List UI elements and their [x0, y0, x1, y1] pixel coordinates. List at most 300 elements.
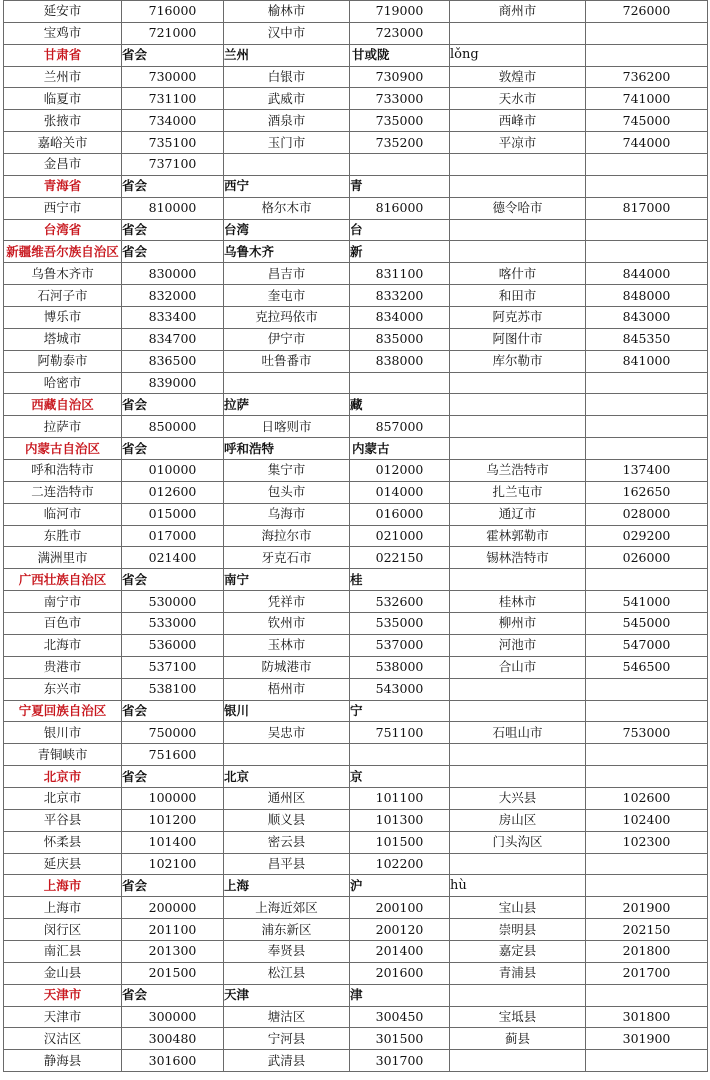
province-name: 甘肃省	[4, 44, 122, 66]
postal-code: 736200	[586, 66, 708, 88]
postal-code: 016000	[350, 503, 450, 525]
city-name: 大兴县	[450, 787, 586, 809]
postal-code: 816000	[350, 197, 450, 219]
postal-code: 102100	[122, 853, 224, 875]
postal-code: 015000	[122, 503, 224, 525]
postal-code	[350, 372, 450, 394]
postal-data-row	[4, 940, 708, 962]
postal-code	[586, 1050, 708, 1072]
postal-code: 022150	[350, 547, 450, 569]
city-name: 张掖市	[4, 110, 122, 132]
city-name: 西峰市	[450, 110, 586, 132]
city-name: 牙克石市	[224, 547, 350, 569]
city-name	[450, 372, 586, 394]
postal-code	[586, 416, 708, 438]
postal-code: 101200	[122, 809, 224, 831]
city-name: 上海近郊区	[224, 897, 350, 919]
city-name: 青浦县	[450, 962, 586, 984]
city-name: 二连浩特市	[4, 481, 122, 503]
city-name: 天津市	[4, 1006, 122, 1028]
postal-code: 029200	[586, 525, 708, 547]
city-name	[450, 744, 586, 766]
postal-code: 101300	[350, 809, 450, 831]
postal-code: 719000	[350, 1, 450, 23]
city-name	[224, 154, 350, 176]
postal-data-row	[4, 197, 708, 219]
empty-cell	[586, 219, 708, 241]
postal-data-row	[4, 372, 708, 394]
postal-code: 839000	[122, 372, 224, 394]
postal-data-row	[4, 350, 708, 372]
postal-code: 200000	[122, 897, 224, 919]
postal-code: 831100	[350, 263, 450, 285]
postal-code	[586, 22, 708, 44]
province-abbreviation: 桂	[350, 569, 450, 591]
abbreviation-pinyin	[450, 219, 586, 241]
postal-data-row	[4, 962, 708, 984]
postal-data-row	[4, 853, 708, 875]
city-name: 平谷县	[4, 809, 122, 831]
postal-code	[586, 744, 708, 766]
province-header-row	[4, 766, 708, 788]
city-name: 日喀则市	[224, 416, 350, 438]
postal-data-row	[4, 110, 708, 132]
postal-data-row	[4, 416, 708, 438]
capital-name: 西宁	[224, 175, 350, 197]
postal-code: 102200	[350, 853, 450, 875]
city-name: 银川市	[4, 722, 122, 744]
empty-cell	[586, 569, 708, 591]
city-name: 平凉市	[450, 132, 586, 154]
province-header-row	[4, 700, 708, 722]
city-name: 顺义县	[224, 809, 350, 831]
postal-code: 835000	[350, 328, 450, 350]
city-name: 石咀山市	[450, 722, 586, 744]
postal-code-table-body	[4, 1, 708, 1072]
empty-cell	[586, 875, 708, 897]
postal-code: 735200	[350, 132, 450, 154]
city-name: 拉萨市	[4, 416, 122, 438]
capital-name: 乌鲁木齐	[224, 241, 350, 263]
city-name: 玉林市	[224, 634, 350, 656]
abbreviation-pinyin	[450, 438, 586, 460]
city-name: 和田市	[450, 285, 586, 307]
province-name: 宁夏回族自治区	[4, 700, 122, 722]
postal-code: 017000	[122, 525, 224, 547]
city-name: 松江县	[224, 962, 350, 984]
province-header-row	[4, 219, 708, 241]
postal-code: 845350	[586, 328, 708, 350]
postal-code: 201700	[586, 962, 708, 984]
postal-code: 541000	[586, 591, 708, 613]
city-name: 石河子市	[4, 285, 122, 307]
abbreviation-pinyin: hù	[450, 875, 586, 897]
province-name: 北京市	[4, 766, 122, 788]
postal-code	[586, 154, 708, 176]
city-name: 桂林市	[450, 591, 586, 613]
province-name: 台湾省	[4, 219, 122, 241]
postal-code: 834700	[122, 328, 224, 350]
city-name: 霍林郭勒市	[450, 525, 586, 547]
postal-code: 753000	[586, 722, 708, 744]
city-name: 通州区	[224, 787, 350, 809]
abbreviation-pinyin	[450, 766, 586, 788]
city-name: 静海县	[4, 1050, 122, 1072]
capital-label: 省会	[122, 438, 224, 460]
postal-code: 734000	[122, 110, 224, 132]
postal-code: 810000	[122, 197, 224, 219]
city-name: 房山区	[450, 809, 586, 831]
postal-code	[586, 853, 708, 875]
postal-data-row	[4, 722, 708, 744]
city-name: 商州市	[450, 1, 586, 23]
capital-label: 省会	[122, 984, 224, 1006]
postal-data-row	[4, 66, 708, 88]
city-name: 吐鲁番市	[224, 350, 350, 372]
postal-code: 841000	[586, 350, 708, 372]
city-name: 南宁市	[4, 591, 122, 613]
postal-code: 836500	[122, 350, 224, 372]
city-name: 宝坻县	[450, 1006, 586, 1028]
province-name: 天津市	[4, 984, 122, 1006]
city-name: 汉沽区	[4, 1028, 122, 1050]
postal-code: 735000	[350, 110, 450, 132]
postal-code	[350, 154, 450, 176]
capital-label: 省会	[122, 569, 224, 591]
city-name: 昌平县	[224, 853, 350, 875]
abbreviation-pinyin	[450, 700, 586, 722]
postal-code: 101100	[350, 787, 450, 809]
postal-code: 201300	[122, 940, 224, 962]
postal-data-row	[4, 919, 708, 941]
city-name: 闵行区	[4, 919, 122, 941]
city-name: 伊宁市	[224, 328, 350, 350]
postal-data-row	[4, 1028, 708, 1050]
city-name	[450, 853, 586, 875]
city-name: 浦东新区	[224, 919, 350, 941]
city-name: 凭祥市	[224, 591, 350, 613]
city-name: 乌兰浩特市	[450, 460, 586, 482]
postal-code: 301700	[350, 1050, 450, 1072]
city-name	[224, 372, 350, 394]
city-name: 哈密市	[4, 372, 122, 394]
province-name: 青海省	[4, 175, 122, 197]
city-name: 库尔勒市	[450, 350, 586, 372]
capital-name: 银川	[224, 700, 350, 722]
postal-code: 300000	[122, 1006, 224, 1028]
postal-code: 850000	[122, 416, 224, 438]
postal-code: 848000	[586, 285, 708, 307]
empty-cell	[586, 394, 708, 416]
postal-code: 530000	[122, 591, 224, 613]
city-name: 延安市	[4, 1, 122, 23]
city-name: 敦煌市	[450, 66, 586, 88]
city-name: 北海市	[4, 634, 122, 656]
postal-code: 546500	[586, 656, 708, 678]
city-name: 门头沟区	[450, 831, 586, 853]
province-header-row	[4, 44, 708, 66]
capital-name: 台湾	[224, 219, 350, 241]
city-name: 南汇县	[4, 940, 122, 962]
city-name: 酒泉市	[224, 110, 350, 132]
capital-name: 兰州	[224, 44, 350, 66]
postal-code: 726000	[586, 1, 708, 23]
postal-code-table	[3, 0, 708, 1072]
city-name: 阿克苏市	[450, 307, 586, 329]
province-name: 广西壮族自治区	[4, 569, 122, 591]
postal-data-row	[4, 154, 708, 176]
postal-data-row	[4, 744, 708, 766]
postal-code: 817000	[586, 197, 708, 219]
postal-code: 101400	[122, 831, 224, 853]
postal-code: 201100	[122, 919, 224, 941]
city-name: 吴忠市	[224, 722, 350, 744]
city-name: 防城港市	[224, 656, 350, 678]
postal-code: 200120	[350, 919, 450, 941]
postal-data-row	[4, 460, 708, 482]
city-name: 西宁市	[4, 197, 122, 219]
city-name: 乌海市	[224, 503, 350, 525]
city-name: 钦州市	[224, 613, 350, 635]
postal-code: 301900	[586, 1028, 708, 1050]
postal-code: 730900	[350, 66, 450, 88]
city-name: 乌鲁木齐市	[4, 263, 122, 285]
capital-label: 省会	[122, 44, 224, 66]
city-name: 榆林市	[224, 1, 350, 23]
postal-data-row	[4, 831, 708, 853]
capital-label: 省会	[122, 766, 224, 788]
abbreviation-pinyin: lǒng	[450, 44, 586, 66]
city-name	[450, 154, 586, 176]
province-abbreviation: 内蒙古	[350, 438, 450, 460]
city-name: 包头市	[224, 481, 350, 503]
city-name: 金昌市	[4, 154, 122, 176]
postal-code: 532600	[350, 591, 450, 613]
postal-code: 751600	[122, 744, 224, 766]
postal-code: 830000	[122, 263, 224, 285]
postal-data-row	[4, 22, 708, 44]
city-name	[450, 1050, 586, 1072]
city-name: 克拉玛依市	[224, 307, 350, 329]
postal-code: 202150	[586, 919, 708, 941]
city-name: 玉门市	[224, 132, 350, 154]
postal-code: 201600	[350, 962, 450, 984]
postal-code: 538000	[350, 656, 450, 678]
city-name: 白银市	[224, 66, 350, 88]
province-name: 上海市	[4, 875, 122, 897]
postal-code: 012600	[122, 481, 224, 503]
postal-data-row	[4, 1050, 708, 1072]
abbreviation-pinyin	[450, 241, 586, 263]
postal-code: 834000	[350, 307, 450, 329]
province-abbreviation: 青	[350, 175, 450, 197]
capital-name: 上海	[224, 875, 350, 897]
city-name: 蓟县	[450, 1028, 586, 1050]
province-header-row	[4, 438, 708, 460]
postal-code: 750000	[122, 722, 224, 744]
province-abbreviation: 甘或陇	[350, 44, 450, 66]
city-name: 海拉尔市	[224, 525, 350, 547]
abbreviation-pinyin	[450, 394, 586, 416]
city-name: 通辽市	[450, 503, 586, 525]
postal-code: 737100	[122, 154, 224, 176]
postal-code: 843000	[586, 307, 708, 329]
city-name: 临夏市	[4, 88, 122, 110]
postal-code: 102600	[586, 787, 708, 809]
city-name: 嘉定县	[450, 940, 586, 962]
province-name: 内蒙古自治区	[4, 438, 122, 460]
city-name: 延庆县	[4, 853, 122, 875]
capital-name: 天津	[224, 984, 350, 1006]
postal-code: 028000	[586, 503, 708, 525]
postal-code: 832000	[122, 285, 224, 307]
province-abbreviation: 京	[350, 766, 450, 788]
postal-code: 021400	[122, 547, 224, 569]
province-name: 新疆维吾尔族自治区	[4, 241, 122, 263]
city-name: 扎兰屯市	[450, 481, 586, 503]
city-name: 东兴市	[4, 678, 122, 700]
postal-data-row	[4, 787, 708, 809]
province-abbreviation: 台	[350, 219, 450, 241]
postal-data-row	[4, 547, 708, 569]
city-name: 武威市	[224, 88, 350, 110]
postal-data-row	[4, 1, 708, 23]
city-name: 锡林浩特市	[450, 547, 586, 569]
city-name: 临河市	[4, 503, 122, 525]
postal-data-row	[4, 634, 708, 656]
postal-code: 751100	[350, 722, 450, 744]
postal-code: 735100	[122, 132, 224, 154]
postal-code: 723000	[350, 22, 450, 44]
postal-code: 536000	[122, 634, 224, 656]
city-name: 满洲里市	[4, 547, 122, 569]
postal-data-row	[4, 285, 708, 307]
city-name: 奎屯市	[224, 285, 350, 307]
postal-code: 833200	[350, 285, 450, 307]
postal-data-row	[4, 263, 708, 285]
postal-code: 537000	[350, 634, 450, 656]
postal-code: 838000	[350, 350, 450, 372]
postal-code: 301800	[586, 1006, 708, 1028]
postal-code: 162650	[586, 481, 708, 503]
capital-name: 南宁	[224, 569, 350, 591]
postal-code: 538100	[122, 678, 224, 700]
postal-code: 741000	[586, 88, 708, 110]
postal-code: 101500	[350, 831, 450, 853]
postal-data-row	[4, 307, 708, 329]
city-name: 宝山县	[450, 897, 586, 919]
city-name: 塔城市	[4, 328, 122, 350]
abbreviation-pinyin	[450, 984, 586, 1006]
postal-code: 716000	[122, 1, 224, 23]
postal-code: 012000	[350, 460, 450, 482]
city-name: 怀柔县	[4, 831, 122, 853]
city-name: 兰州市	[4, 66, 122, 88]
province-abbreviation: 宁	[350, 700, 450, 722]
postal-code: 201800	[586, 940, 708, 962]
capital-name: 北京	[224, 766, 350, 788]
postal-code: 731100	[122, 88, 224, 110]
city-name: 阿勒泰市	[4, 350, 122, 372]
postal-code: 833400	[122, 307, 224, 329]
city-name	[450, 678, 586, 700]
province-name: 西藏自治区	[4, 394, 122, 416]
province-abbreviation: 津	[350, 984, 450, 1006]
province-abbreviation: 沪	[350, 875, 450, 897]
postal-code: 300450	[350, 1006, 450, 1028]
postal-data-row	[4, 809, 708, 831]
postal-data-row	[4, 613, 708, 635]
capital-label: 省会	[122, 219, 224, 241]
city-name: 宁河县	[224, 1028, 350, 1050]
postal-code	[586, 678, 708, 700]
postal-code: 300480	[122, 1028, 224, 1050]
postal-data-row	[4, 503, 708, 525]
postal-code: 537100	[122, 656, 224, 678]
city-name: 梧州市	[224, 678, 350, 700]
city-name: 集宁市	[224, 460, 350, 482]
postal-code: 102400	[586, 809, 708, 831]
postal-data-row	[4, 656, 708, 678]
postal-code: 730000	[122, 66, 224, 88]
city-name: 崇明县	[450, 919, 586, 941]
postal-code: 102300	[586, 831, 708, 853]
city-name: 柳州市	[450, 613, 586, 635]
postal-code	[350, 744, 450, 766]
postal-code: 733000	[350, 88, 450, 110]
city-name: 喀什市	[450, 263, 586, 285]
city-name	[450, 22, 586, 44]
province-abbreviation: 新	[350, 241, 450, 263]
postal-code	[586, 372, 708, 394]
capital-label: 省会	[122, 394, 224, 416]
capital-name: 呼和浩特	[224, 438, 350, 460]
city-name: 阿图什市	[450, 328, 586, 350]
postal-data-row	[4, 481, 708, 503]
postal-code: 721000	[122, 22, 224, 44]
postal-data-row	[4, 1006, 708, 1028]
city-name: 嘉峪关市	[4, 132, 122, 154]
postal-data-row	[4, 678, 708, 700]
postal-code: 026000	[586, 547, 708, 569]
postal-code: 545000	[586, 613, 708, 635]
city-name: 武清县	[224, 1050, 350, 1072]
city-name: 宝鸡市	[4, 22, 122, 44]
postal-code: 201900	[586, 897, 708, 919]
postal-code: 137400	[586, 460, 708, 482]
postal-data-row	[4, 132, 708, 154]
empty-cell	[586, 700, 708, 722]
province-header-row	[4, 241, 708, 263]
postal-data-row	[4, 525, 708, 547]
city-name: 汉中市	[224, 22, 350, 44]
postal-data-row	[4, 591, 708, 613]
city-name: 塘沽区	[224, 1006, 350, 1028]
city-name: 昌吉市	[224, 263, 350, 285]
capital-label: 省会	[122, 700, 224, 722]
capital-label: 省会	[122, 241, 224, 263]
city-name: 青铜峡市	[4, 744, 122, 766]
city-name: 天水市	[450, 88, 586, 110]
postal-code: 201400	[350, 940, 450, 962]
postal-code: 100000	[122, 787, 224, 809]
empty-cell	[586, 438, 708, 460]
city-name: 东胜市	[4, 525, 122, 547]
city-name	[224, 744, 350, 766]
postal-code: 200100	[350, 897, 450, 919]
postal-code: 010000	[122, 460, 224, 482]
postal-code: 535000	[350, 613, 450, 635]
